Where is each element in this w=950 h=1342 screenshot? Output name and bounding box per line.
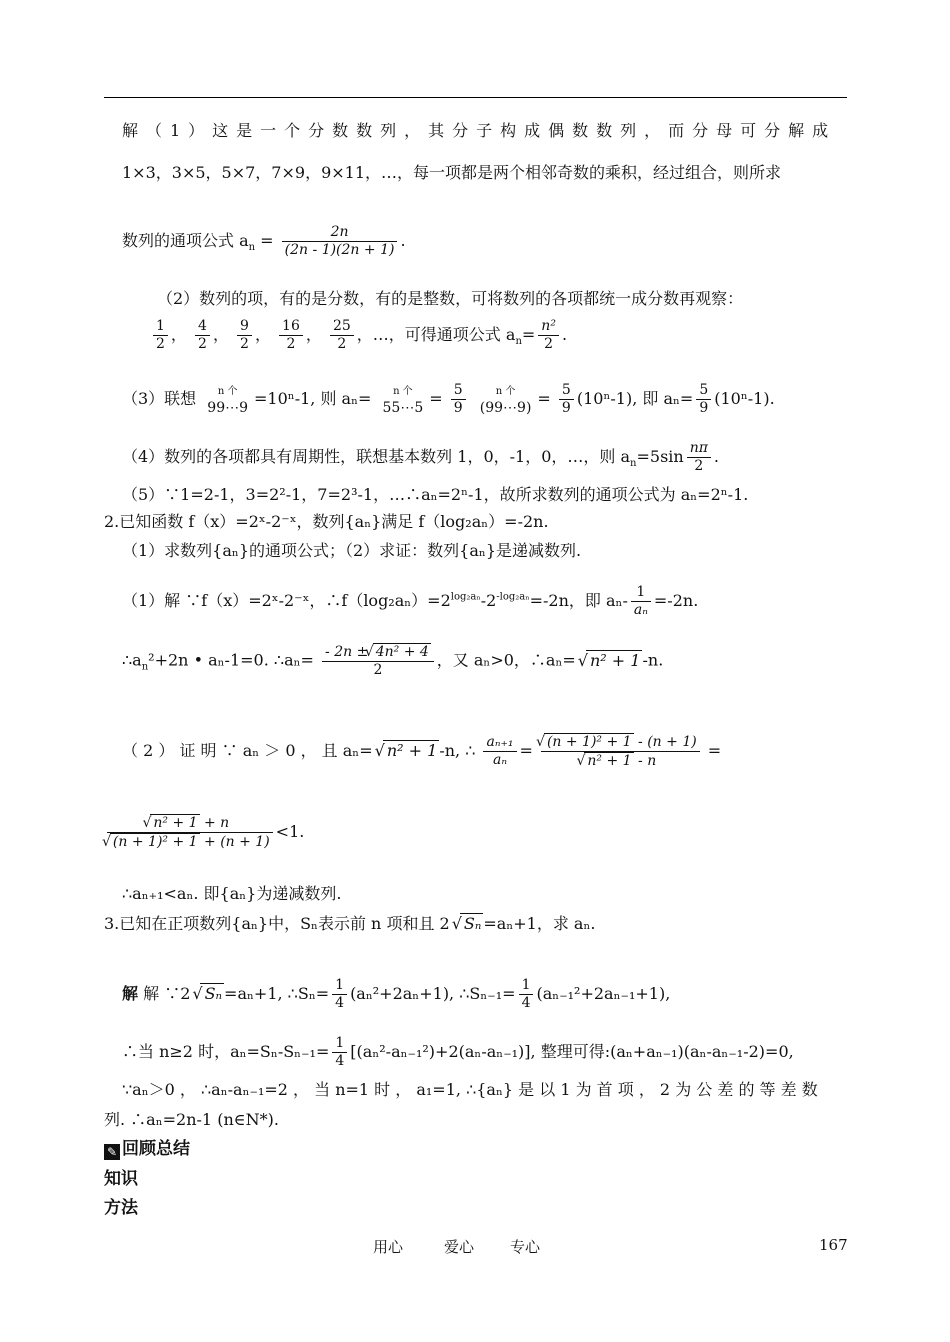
section-heading-method: 方法 [104,1198,138,1218]
formula-line: 数列的通项公式 $a_n$ = $\frac{2n}{(2n - 1)(2n + 1)}$ . [122,224,406,258]
footer-motto-2: 爱心 [444,1238,475,1256]
page-number: 167 [819,1236,848,1254]
formula-line: $\therefore a_n^2+2n$ • aₙ-1=0. ∴aₙ= $\frac{\text{- 2n ± √ 4n² + 4}}{2}$ ，又 aₙ>0，∴aₙ=√ n² + 1 -n. [122,643,663,679]
formula-line: 3.已知在正项数列{aₙ}中，Sₙ表示前 n 项和且 2√ Sₙ =aₙ+1，求 aₙ. [104,913,595,934]
formula-line: （4）数列的各项都具有周期性，联想基本数列 1，0，-1，0，…，则 $a_n=5\sin$ $\frac{n\pi}{2}$ . [122,440,720,474]
footer-motto-1: 用心 [373,1238,404,1256]
formula-line: （1）解 ∵f（x）=2ˣ-2⁻ˣ，$\therefore f(\log_2a_n)=2^{log_2a_n}-2^{-log_2a_n}=-2n$，即 aₙ- $\frac{1}{\text{aₙ}}$ =-2n. [122,584,699,618]
formula-line: ∴当 n≥2 时，aₙ=Sₙ-Sₙ₋₁= $\frac{1}{4}$ [(aₙ²-aₙ₋₁²)+2(aₙ-aₙ₋₁)], 整理可得:(aₙ+aₙ₋₁)(aₙ-aₙ₋₁-2)=0, [122,1035,794,1069]
section-heading-review: ✎ 回顾总结 [104,1134,190,1160]
formula-line: （3）联想 n 个 99⋯9 =10ⁿ-1, 则 aₙ= n 个 55⋯5 = $\frac{5}{9}$ n 个 (99⋯9) = $\frac{5}{9}$ (10ⁿ-1), 即 aₙ= $\frac{5}{9}$ (10ⁿ-1). [122,382,775,416]
text-line: ∴aₙ₊₁<aₙ. 即{aₙ}为递减数列. [122,884,342,903]
formula-line: $\frac{1}{2}$ ， $\frac{4}{2}$ ， $\frac{9}{2}$ ， $\frac{16}{2}$ ， $\frac{25}{2}$ ，…，可得通项公式 $a_n=$ $\frac{\text{n²}}{2}$ . [150,318,567,353]
fraction: $\frac{2n}{(2n - 1)(2n + 1)}$ [282,224,398,259]
formula-line: √ n² + 1 + n √ (n + 1)² + 1 + (n + 1) <1. [104,814,304,851]
text-line: 解（1）这是一个分数数列，其分子构成偶数数列，而分母可分解成 [122,121,837,140]
text-line: 1×3，3×5，5×7，7×9，9×11，…，每一项都是两个相邻奇数的乘积，经过组合，则所求 [122,163,782,182]
section-heading-knowledge: 知识 [104,1169,138,1189]
pencil-icon: ✎ [104,1144,120,1160]
text-line: （2）数列的项，有的是分数，有的是整数，可将数列的各项都统一成分数再观察： [157,289,744,308]
text-line: ∵aₙ＞0 ， ∴aₙ-aₙ₋₁=2 ， 当 n=1 时 ， a₁=1, ∴{aₙ} 是 以 1 为 首 项 ， 2 为 公 差 的 等 差 数 [122,1080,818,1099]
text-line: （1）求数列{aₙ}的通项公式；（2）求证：数列{aₙ}是递减数列. [122,541,582,560]
text-line: 2.已知函数 f（x）=2ˣ-2⁻ˣ，数列{aₙ}满足 f（log₂aₙ）=-2n. [104,512,549,531]
header-rule [104,97,847,98]
formula-line: （ 2 ） 证 明 ∵ aₙ ＞ 0 ， 且 aₙ=√ n² + 1 -n, ∴ $\frac{\text{aₙ₊₁}}{\text{aₙ}}$ = √ (n + 1)² + 1 - (n + 1) √ n² + 1 - n = [122,733,721,770]
footer-motto-3: 专心 [510,1238,541,1256]
formula-line: 解 解 ∵2√ Sₙ =aₙ+1, ∴Sₙ= $\frac{1}{4}$ (aₙ²+2aₙ+1), ∴Sₙ₋₁= $\frac{1}{4}$ (aₙ₋₁²+2aₙ₋₁+1), [122,977,670,1012]
text-line: （5）∵1=2-1，3=2²-1，7=2³-1，…∴aₙ=2ⁿ-1，故所求数列的通项公式为 aₙ=2ⁿ-1. [122,485,749,504]
text-line: 列. ∴aₙ=2n-1 (n∈N*). [104,1110,279,1129]
